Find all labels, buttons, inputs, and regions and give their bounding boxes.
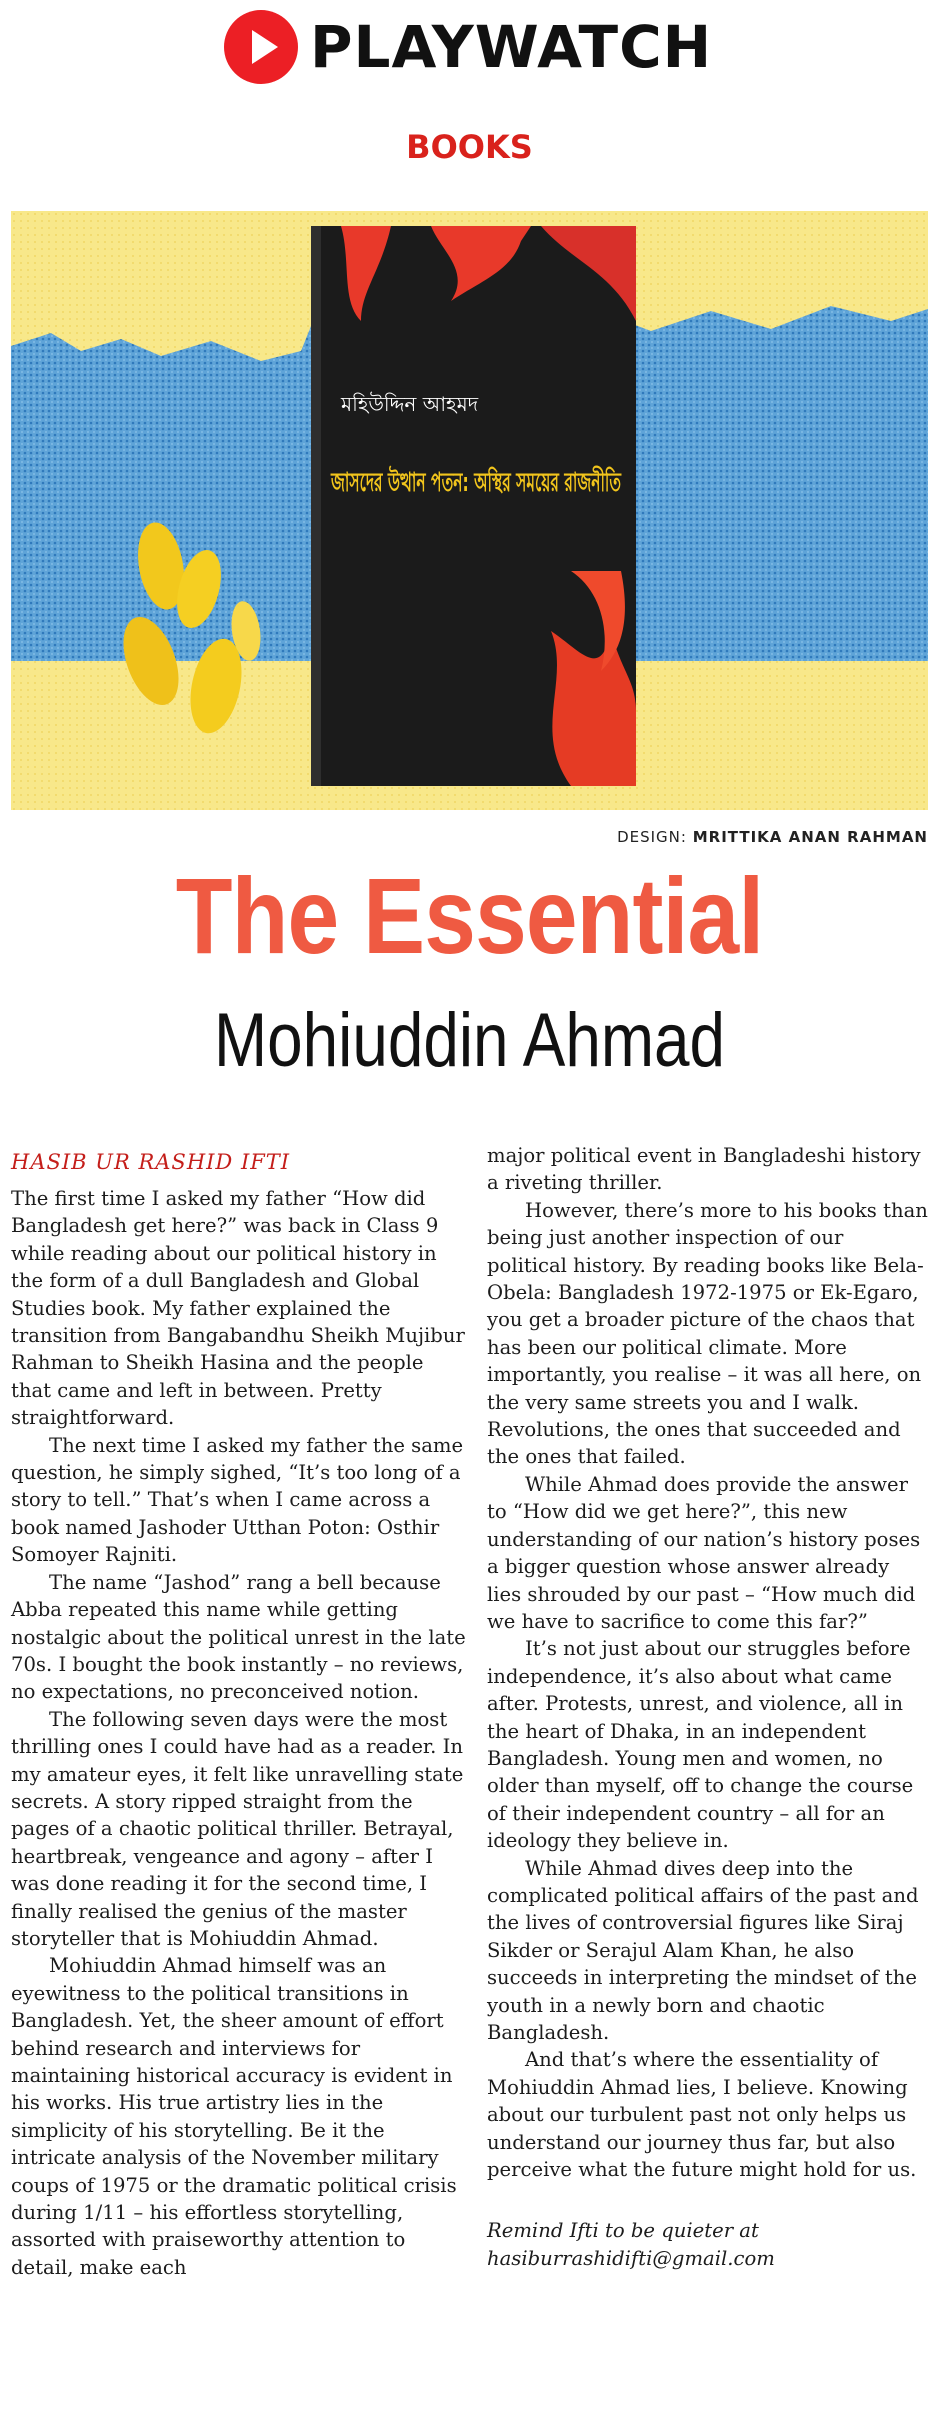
brand-name: PLAYWATCH: [310, 13, 713, 81]
paragraph: It’s not just about our struggles before independence, it’s also about what came after. Protests, unrest, and violence, all in the heart of Dhaka, in an independent Bangladesh. Young men and women, no older than myself, off to change the course of their independent country – all for an ideology they believe in.: [487, 1637, 914, 1853]
design-credit: [617, 828, 928, 846]
headline-title: The Essential: [175, 855, 764, 976]
paragraph: Mohiuddin Ahmad himself was an eyewitness to the political transitions in Bangladesh. Yet, the sheer amount of effort behind research and interviews for maintaining historical accuracy is evident in his works. His true artistry lies in the simplicity of his storytelling. Be it the intricate analysis of the November military coups of 1975 or the dramatic political crisis during 1/11 – his effortless storytelling, assorted with praiseworthy attention to detail, make each: [11, 1954, 457, 2279]
play-button-icon: [222, 8, 300, 86]
section-label: BOOKS: [406, 128, 533, 166]
masthead: [0, 0, 939, 90]
headline-subtitle: Mohiuddin Ahmad: [213, 998, 726, 1083]
credit-name: MRITTIKA ANAN RAHMAN: [692, 828, 928, 846]
article-column-left: [11, 1145, 469, 2281]
book-title-bengali: জাসদের উত্থান পতন: অস্থির সময়ের রাজনীতি: [331, 468, 818, 498]
paragraph: And that’s where the essentiality of Mohiuddin Ahmad lies, I believe. Knowing about our turbulent past not only helps us understand our journey thus far, but also perceive what the future might hold for us.: [487, 2048, 917, 2182]
book-author-bengali: মহিউদ্দিন আহমদ: [341, 392, 479, 416]
author-note: Remind Ifti to be quieter at hasiburrashidifti@gmail.com: [487, 2219, 775, 2270]
paragraph: The following seven days were the most thrilling ones I could have had as a reader. In my amateur eyes, it felt like unravelling state secrets. A story ripped straight from the pages of a chaotic political thriller. Betrayal, heartbreak, vengeance and agony – after I was done reading it for the second time, I finally realised the genius of the master storyteller that is Mohiuddin Ahmad.: [11, 1707, 464, 1950]
article-column-right: [487, 1142, 929, 2272]
byline: HASIB UR RASHID IFTI: [11, 1150, 291, 1174]
paragraph: However, there’s more to his books than being just another inspection of our political history. By reading books like Bela-Obela: Bangladesh 1972-1975 or Ek-Egaro, you get a broader picture of the chaos that has been our political climate. More importantly, you realise – it was all here, on the very same streets you and I walk. Revolutions, the ones that succeeded and the ones that failed.: [487, 1198, 928, 1469]
playwatch-logo[interactable]: [222, 8, 712, 86]
paragraph: While Ahmad dives deep into the complicated political affairs of the past and the lives of controversial figures like Siraj Sikder or Serajul Alam Khan, he also succeeds in interpreting the mindset of the youth in a newly born and chaotic Bangladesh.: [487, 1856, 919, 2044]
paragraph: The name “Jashod” rang a bell because Abba repeated this name while getting nostalgic about the political unrest in the late 70s. I bought the book instantly – no reviews, no expectations, no preconceived notion.: [11, 1570, 466, 1704]
book-cover-illustration: [11, 211, 928, 810]
book: [311, 226, 818, 786]
credit-label: DESIGN:: [617, 828, 687, 846]
paragraph: The next time I asked my father the same question, he simply sighed, “It’s too long of a story to tell.” That’s when I came across a book named Jashoder Utthan Poton: Osthir Somoyer Rajniti.: [11, 1433, 464, 1567]
paragraph: While Ahmad does provide the answer to “How did we get here?”, this new understanding of our nation’s history poses a bigger question whose answer already lies shrouded by our past – “How much did we have to sacrifice to come this far?”: [487, 1472, 921, 1633]
paragraph: major political event in Bangladeshi history a riveting thriller.: [487, 1144, 921, 1195]
paragraph: The first time I asked my father “How did Bangladesh get here?” was back in Class 9 while reading about our political history in the form of a dull Bangladesh and Global Studies book. My father explained the transition from Bangabandhu Sheikh Mujibur Rahman to Sheikh Hasina and the people that came and left in between. Pretty straightforward.: [11, 1187, 465, 1430]
